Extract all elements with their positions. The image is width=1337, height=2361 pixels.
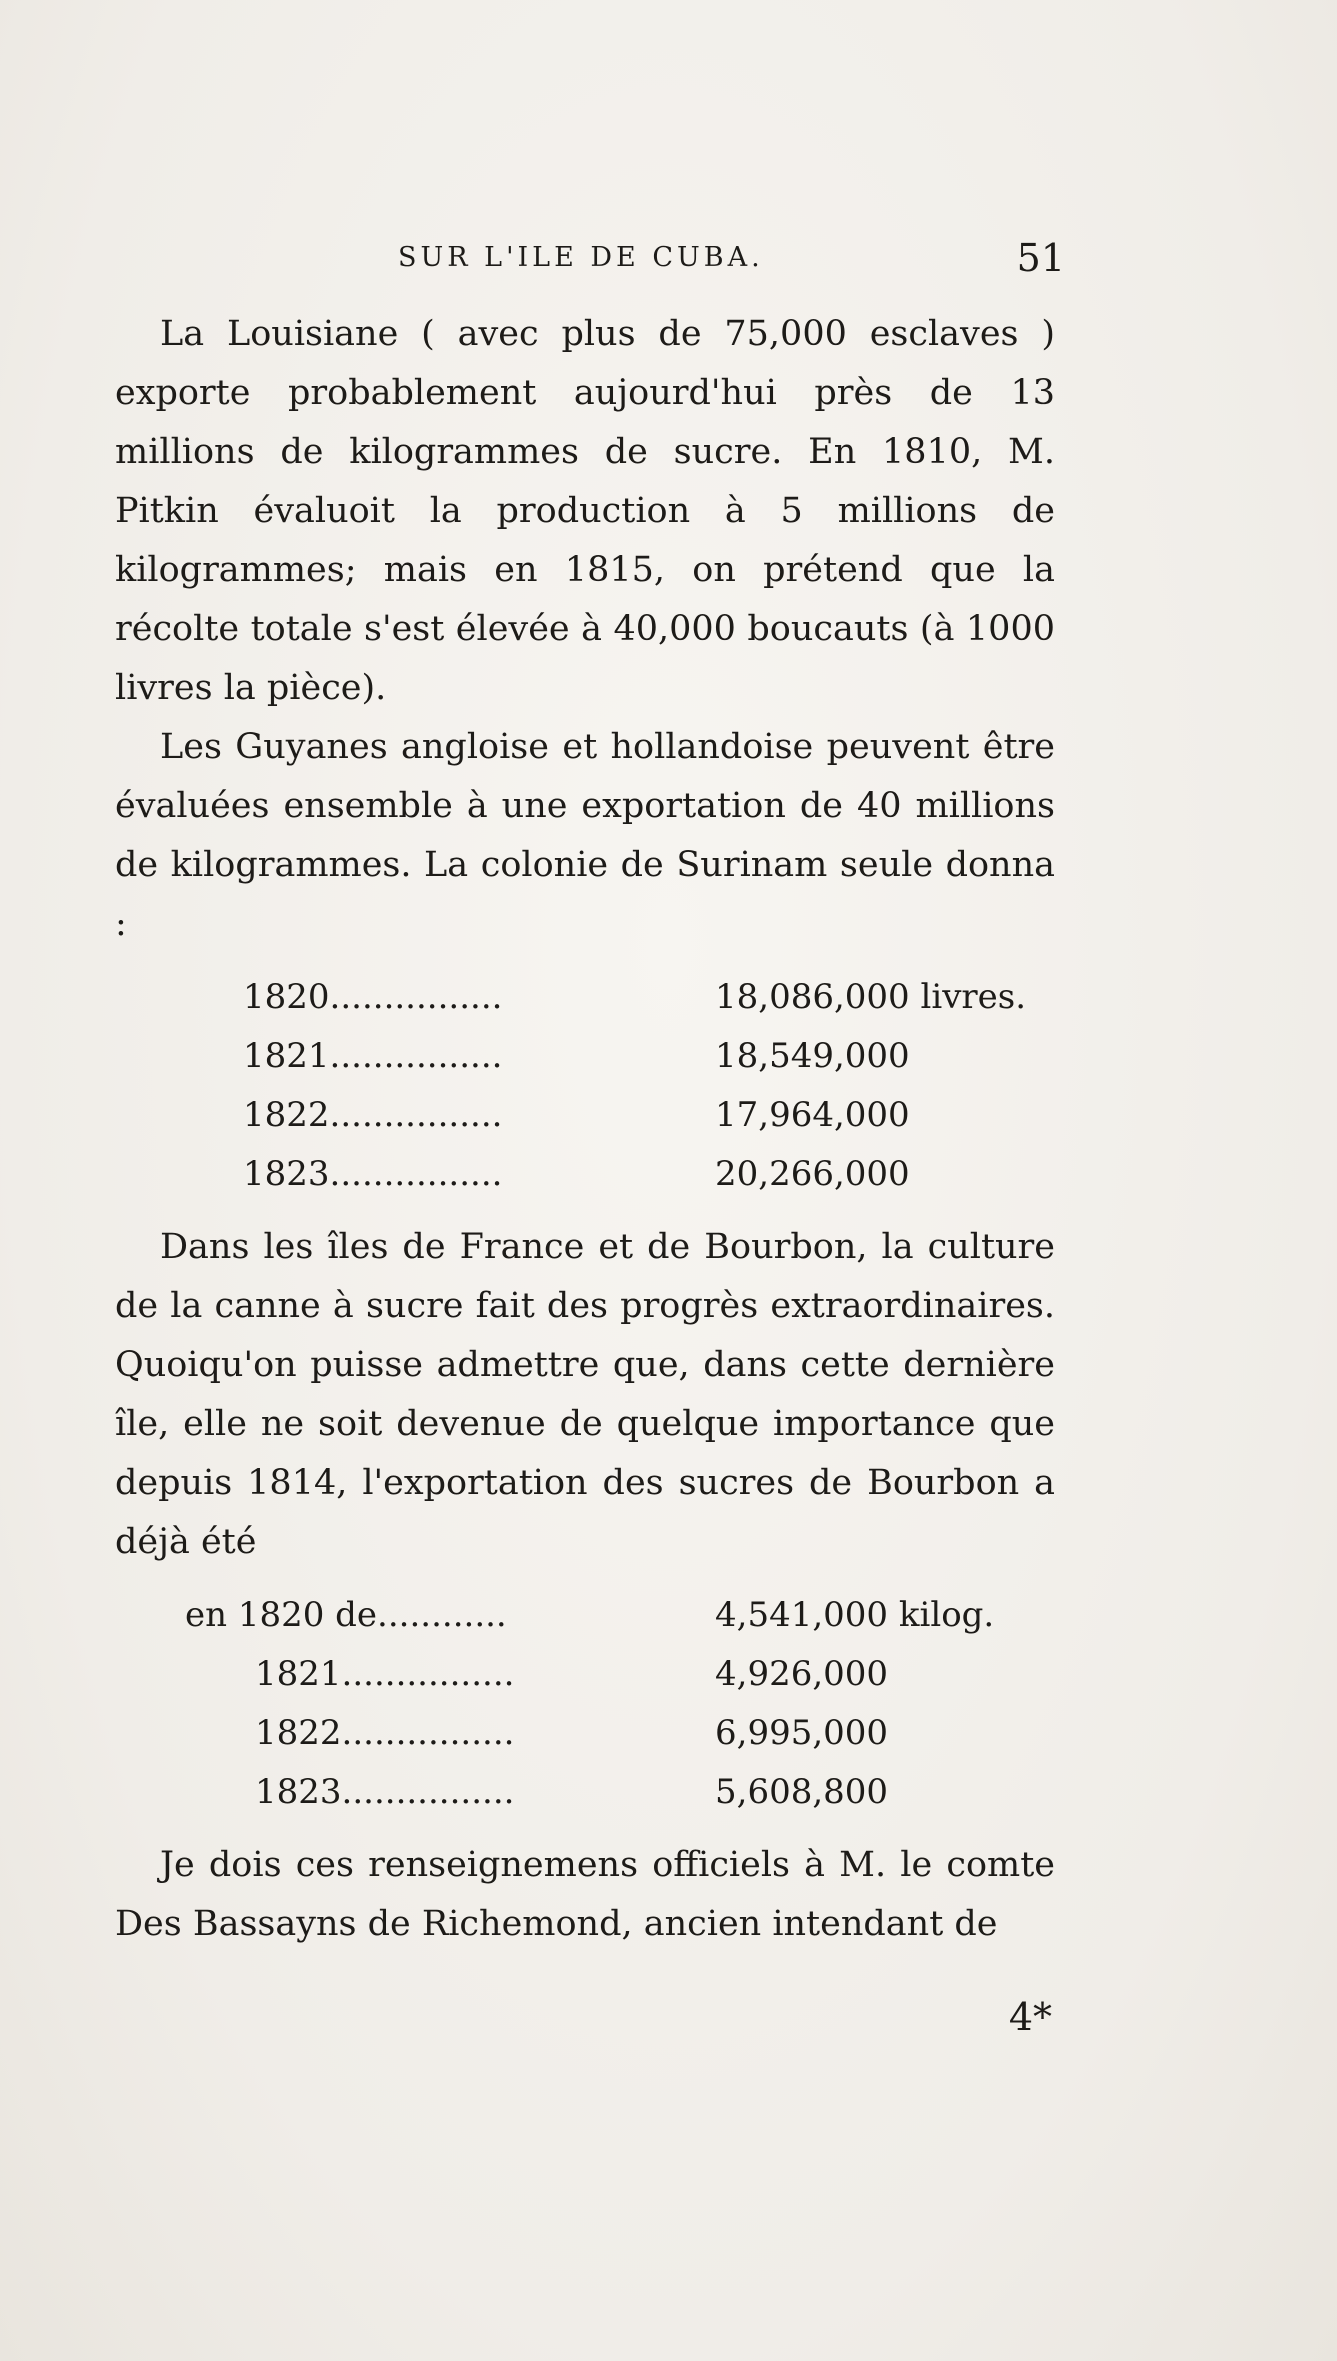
row-value: 4,926,000 bbox=[715, 1654, 889, 1694]
table-row bbox=[115, 1645, 1055, 1704]
row-year: en 1820 de bbox=[185, 1595, 378, 1635]
row-value: 5,608,800 bbox=[715, 1772, 889, 1812]
row-leader: ................ bbox=[329, 977, 503, 1017]
table-row bbox=[115, 1086, 1055, 1145]
row-value: 18,549,000 bbox=[715, 1036, 910, 1076]
row-leader: ................ bbox=[329, 1154, 503, 1194]
row-year: 1822 bbox=[243, 1095, 330, 1135]
paragraph-renseignemens: Je dois ces renseignemens officiels à M. le comte Des Bassayns de Richemond, ancien intendant de bbox=[115, 1845, 1055, 1944]
surinam-export-table bbox=[115, 968, 1055, 1204]
running-title: SUR L'ILE DE CUBA. bbox=[398, 242, 764, 273]
row-leader: ................ bbox=[329, 1036, 503, 1076]
table-row bbox=[115, 1145, 1055, 1204]
paragraph-louisiane: La Louisiane ( avec plus de 75,000 esclaves ) exporte probablement aujourd'hui près de 13 millions de kilogrammes de sucre. En 1810, M. Pitkin évaluoit la production à 5 millions de kilogrammes; mais en 1815, on prétend que la récolte totale s'est élevée à 40,000 boucauts (à 1000 livres la pièce). bbox=[115, 314, 1055, 708]
row-year: 1822 bbox=[255, 1713, 342, 1753]
running-header bbox=[115, 236, 1065, 292]
table-row bbox=[115, 968, 1055, 1027]
paragraph-bourbon: Dans les îles de France et de Bourbon, la culture de la canne à sucre fait des progrès extraordinaires. Quoiqu'on puisse admettre que, dans cette dernière île, elle ne soit devenue de quelque importance que depuis 1814, l'exportation des sucres de Bourbon a déjà été bbox=[115, 1227, 1055, 1562]
table-row bbox=[115, 1763, 1055, 1822]
row-value: 18,086,000 livres. bbox=[715, 977, 1027, 1017]
row-value: 6,995,000 bbox=[715, 1713, 889, 1753]
row-year: 1821 bbox=[243, 1036, 330, 1076]
row-value: 4,541,000 kilog. bbox=[715, 1595, 995, 1635]
row-year: 1821 bbox=[255, 1654, 342, 1694]
row-value: 20,266,000 bbox=[715, 1154, 910, 1194]
signature-mark: 4* bbox=[1008, 1995, 1052, 2039]
row-year: 1823 bbox=[243, 1154, 330, 1194]
row-value: 17,964,000 bbox=[715, 1095, 910, 1135]
body-text bbox=[115, 305, 1055, 1954]
row-leader: ................ bbox=[329, 1095, 503, 1135]
row-leader: ................ bbox=[341, 1772, 515, 1812]
row-year: 1820 bbox=[243, 977, 330, 1017]
row-leader: ................ bbox=[341, 1654, 515, 1694]
page-number: 51 bbox=[1016, 236, 1065, 280]
bourbon-export-table bbox=[115, 1586, 1055, 1822]
paragraph-guyanes: Les Guyanes angloise et hollandoise peuvent être évaluées ensemble à une exportation de 40 millions de kilogrammes. La colonie de Surinam seule donna : bbox=[115, 727, 1055, 944]
row-year: 1823 bbox=[255, 1772, 342, 1812]
table-row bbox=[115, 1586, 1055, 1645]
table-row bbox=[115, 1027, 1055, 1086]
row-leader: ................ bbox=[341, 1713, 515, 1753]
row-leader: ............ bbox=[377, 1595, 507, 1635]
table-row bbox=[115, 1704, 1055, 1763]
